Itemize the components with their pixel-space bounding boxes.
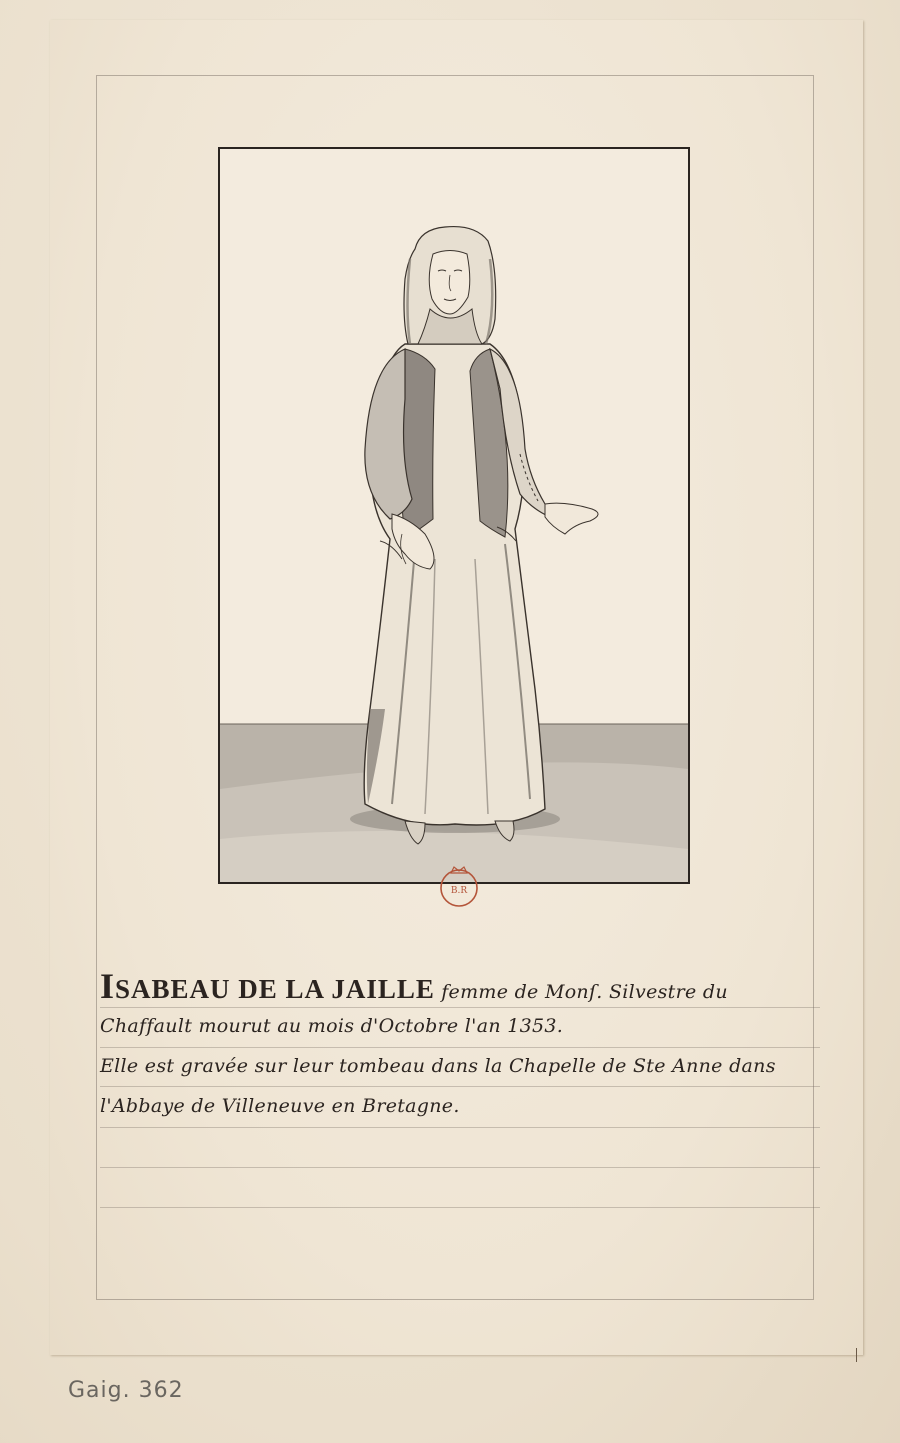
guide-rule: [100, 1207, 820, 1208]
guide-rule: [100, 1167, 820, 1168]
guide-rule: [100, 1007, 820, 1008]
pencil-shelfmark: Gaig. 362: [68, 1378, 184, 1403]
figure-drawing: [220, 149, 688, 882]
right-hand: [545, 503, 598, 534]
caption-line-3: Elle est gravée sur leur tombeau dans la Chapelle de Ste Anne dans: [100, 1055, 776, 1077]
stamp-text: B.R: [450, 886, 468, 896]
subject-name: ISABEAU DE LA JAILLE: [100, 966, 435, 1006]
library-stamp: [437, 861, 481, 909]
guide-rule: [100, 1047, 820, 1048]
caption-line-1: [100, 965, 728, 1007]
caption-line-4: l'Abbaye de Villeneuve en Bretagne.: [100, 1095, 460, 1117]
guide-rule: [100, 1086, 820, 1087]
caption-line-1-rest: femme de Monſ. Silvestre du: [441, 981, 728, 1003]
drawing-frame: [218, 147, 690, 884]
edge-mark: [856, 1348, 857, 1362]
caption-line-2: Chaffault mourut au mois d'Octobre l'an 1353.: [100, 1015, 564, 1037]
guide-rule: [100, 1127, 820, 1128]
